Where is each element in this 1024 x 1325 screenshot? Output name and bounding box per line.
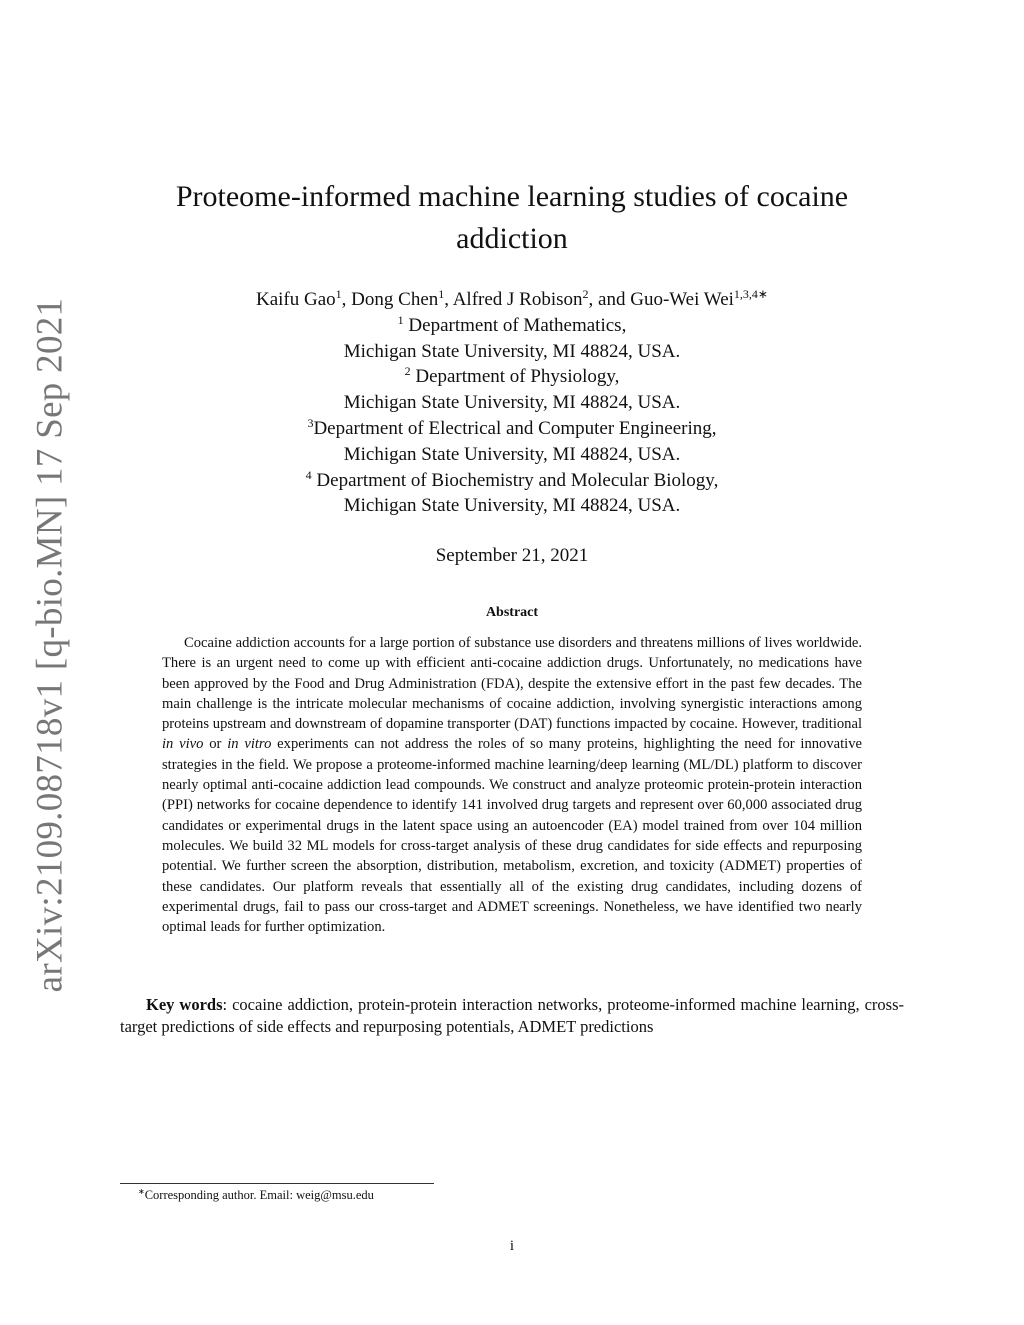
affiliation-1-institution: Michigan State University, MI 48824, USA.: [343, 340, 681, 362]
page-number: i: [509, 1238, 515, 1254]
arxiv-identifier-stamp: arXiv:2109.08718v1 [q-bio.MN] 17 Sep 2021: [29, 297, 71, 993]
author-name: Kaifu Gao: [256, 289, 336, 310]
author-name: Dong Chen: [351, 289, 439, 310]
author-list: [120, 287, 904, 313]
italic-term: in vivo: [162, 736, 204, 753]
keywords-text: : cocaine addiction, protein-protein interaction networks, proteome-informed machine learning, cross-target predictions of side effects and repurposing potentials, ADMET predictions: [120, 995, 905, 1036]
author-affiliation-marker: 1,3,4∗: [733, 287, 768, 301]
footnote-marker: ∗: [138, 1187, 145, 1196]
keywords-label: Key words: [146, 995, 223, 1014]
italic-term: in vitro: [227, 736, 272, 753]
author-affiliation-marker: 1: [438, 287, 445, 301]
author-affiliation-marker: 1: [335, 287, 342, 301]
abstract-body: Cocaine addiction accounts for a large portion of substance use disorders and threatens millions of lives worldwide. There is an urgent need to come up with efficient anti-cocaine addiction drugs. Unfortunately, no medications have been approved by the Food and Drug Administration (FDA), despite the extensive effort in the past few decades. The main challenge is the intricate molecular mechanisms of cocaine addiction, involving synergistic interactions among proteins upstream and downstream of dopamine transporter (DAT) functions impacted by cocaine. However, traditional in vivo or in vitro experiments can not address the roles of so many proteins, highlighting the need for innovative strategies in the field. We propose a proteome-informed machine learning/deep learning (ML/DL) platform to discover nearly optimal anti-cocaine addiction lead compounds. We construct and analyze proteomic protein-protein interaction (PPI) networks for cocaine dependence to identify 141 involved drug targets and represent over 60,000 associated drug candidates or experimental drugs in the latent space using an autoencoder (EA) model trained from over 104 million molecules. We build 32 ML models for cross-target analysis of these drug candidates for side effects and repurposing potential. We further screen the absorption, distribution, metabolism, excretion, and toxicity (ADMET) properties of these candidates. Our platform reveals that essentially all of the existing drug candidates, including dozens of experimental drugs, fail to pass our cross-target and ADMET screenings. Nonetheless, we have identified two nearly optimal leads for further optimization.: [162, 635, 862, 936]
author-separator: ,: [341, 289, 352, 310]
abstract-heading: Abstract: [485, 605, 539, 620]
affiliation-4-institution: Michigan State University, MI 48824, USA.: [343, 495, 681, 517]
author-separator: ,: [444, 289, 453, 310]
footnote-divider: [120, 1183, 434, 1184]
keywords-paragraph: [120, 994, 904, 1038]
author-affiliation-marker: 2: [582, 287, 589, 301]
publication-date: September 21, 2021: [435, 545, 589, 566]
affiliation-2-institution: Michigan State University, MI 48824, USA.: [343, 392, 681, 414]
affiliation-1-department: $^1$ Department of Mathematics,: [397, 312, 627, 336]
affiliation-3-institution: Michigan State University, MI 48824, USA.: [343, 443, 681, 465]
affiliation-4-department: $^4$ Department of Biochemistry and Molecular Biology,: [305, 467, 719, 491]
author-name: Guo-Wei Wei: [630, 289, 734, 310]
affiliation-3-department: $^3$Department of Electrical and Computer Engineering,: [307, 415, 717, 439]
footnote-text: Corresponding author. Email: weig@msu.edu: [144, 1188, 374, 1202]
title-line-2: addiction: [456, 222, 568, 255]
author-block: [120, 287, 904, 519]
corresponding-author-footnote: [138, 1188, 374, 1203]
title-line-1: Proteome-informed machine learning studies of cocaine: [175, 180, 849, 213]
author-separator: , and: [588, 289, 631, 310]
affiliation-2-department: $^2$ Department of Physiology,: [404, 364, 620, 388]
author-name: Alfred J Robison: [452, 289, 583, 310]
paper-title: [120, 176, 904, 260]
